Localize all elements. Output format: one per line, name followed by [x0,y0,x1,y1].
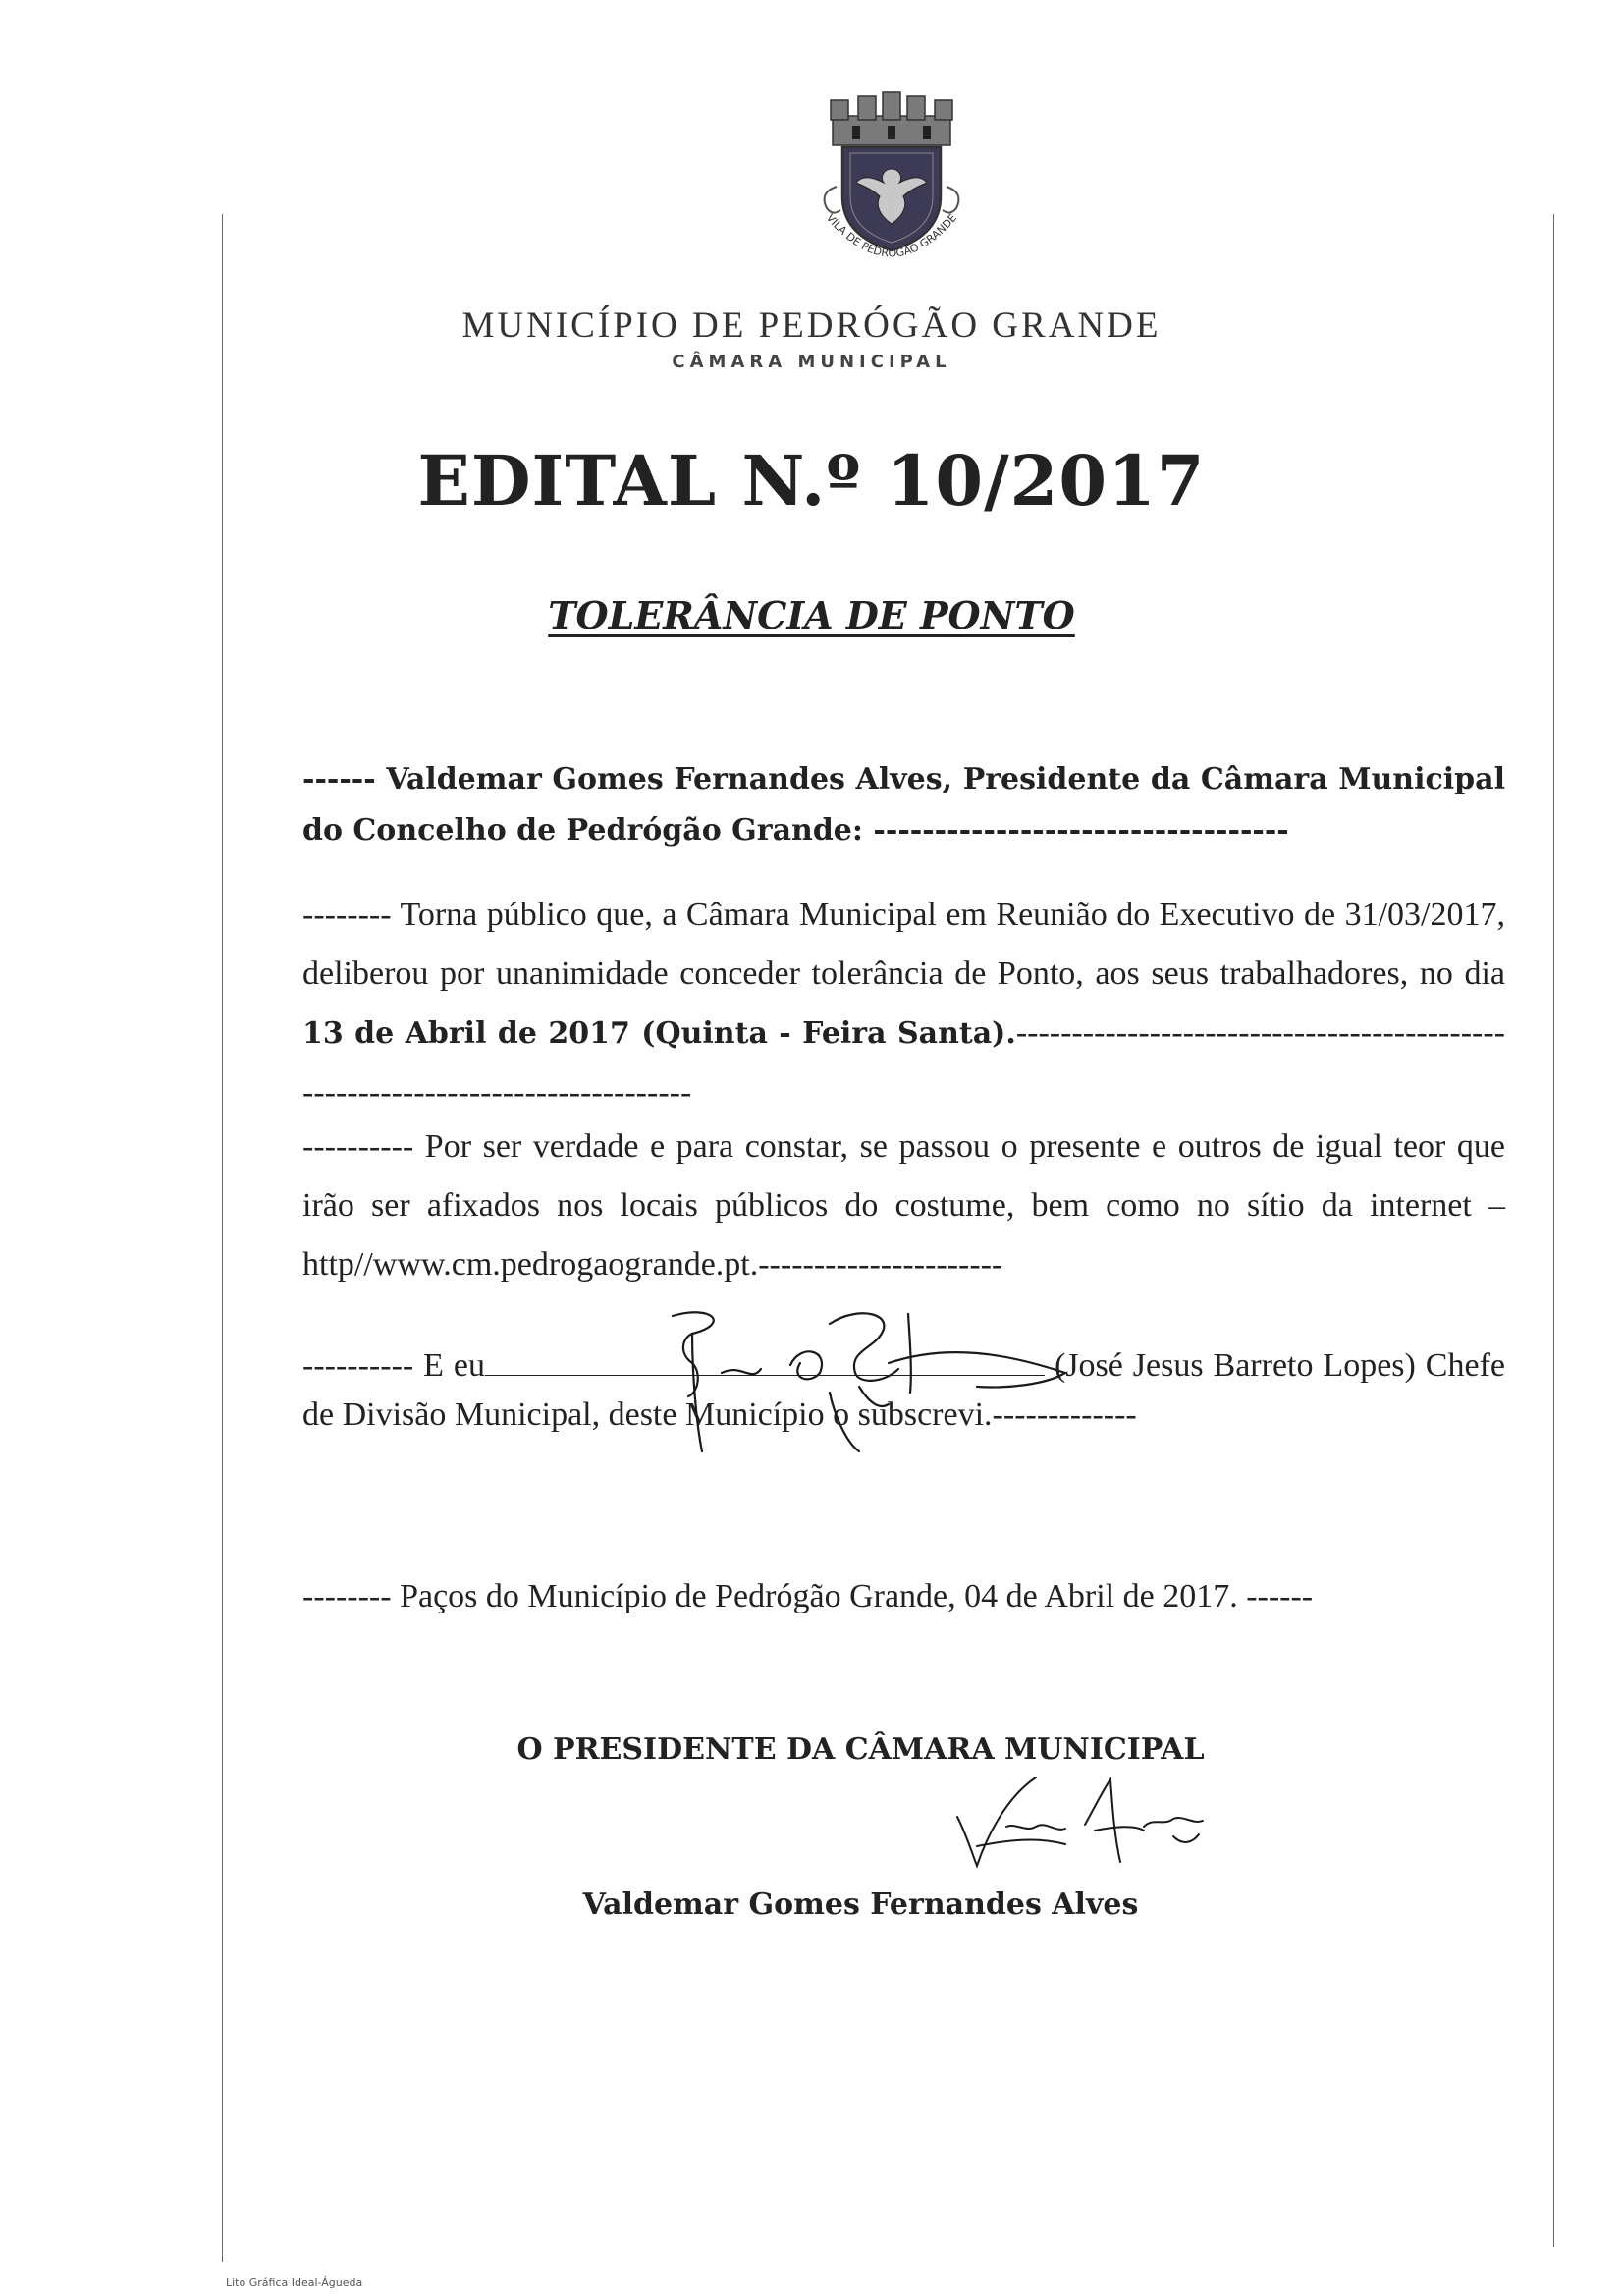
intro-paragraph: ------ Valdemar Gomes Fernandes Alves, Presidente da Câmara Municipal do Concelho de Pedrógão Grande: ---------------------------------- [302,762,1505,847]
municipality-name: MUNICÍPIO DE PEDRÓGÃO GRANDE [461,305,1162,346]
edital-title: EDITAL N.º 10/2017 [417,440,1206,521]
president-title: O PRESIDENTE DA CÂMARA MUNICIPAL [516,1732,1205,1767]
announcement-date: 13 de Abril de 2017 (Quinta - Feira Santa). [302,1016,1016,1051]
publication-paragraph: ---------- Por ser verdade e para constar, se passou o presente e outros de igual teor que irão ser afixados nos locais públicos do costume, bem como no sítio da internet – http//www.cm.pedrogaogrande.pt.---------------------- [302,1128,1505,1283]
announcement-dashes: ------------------------------------------------------------------------------- [302,1014,1505,1111]
printer-credit: Lito Gráfica Ideal-Águeda [226,2276,363,2289]
subscription-end: (José Jesus Barreto Lopes) Chefe de Divisão Municipal, deste Município o subscrevi.------------- [302,1347,1505,1433]
date-paragraph: -------- Paços do Município de Pedrógão Grande, 04 de Abril de 2017. ------ [302,1578,1314,1614]
chamber-name: CÂMARA MUNICIPAL [672,352,951,372]
subscription-start: ---------- E eu [302,1347,485,1384]
announcement-paragraph [302,886,1505,1122]
handwritten-signature-president [947,1768,1222,1876]
municipal-crest-icon [793,88,990,285]
crest-ribbon-text: VILA DE PEDRÓGÃO GRANDE [823,211,960,260]
handwritten-signature-chief [653,1294,1105,1456]
edital-subject: TOLERÂNCIA DE PONTO [548,593,1075,637]
announcement-text: -------- Torna público que, a Câmara Municipal em Reunião do Executivo de 31/03/2017, deliberou por unanimidade conceder tolerância de Ponto, aos seus trabalhadores, no dia [302,897,1505,992]
president-name: Valdemar Gomes Fernandes Alves [582,1887,1139,1922]
